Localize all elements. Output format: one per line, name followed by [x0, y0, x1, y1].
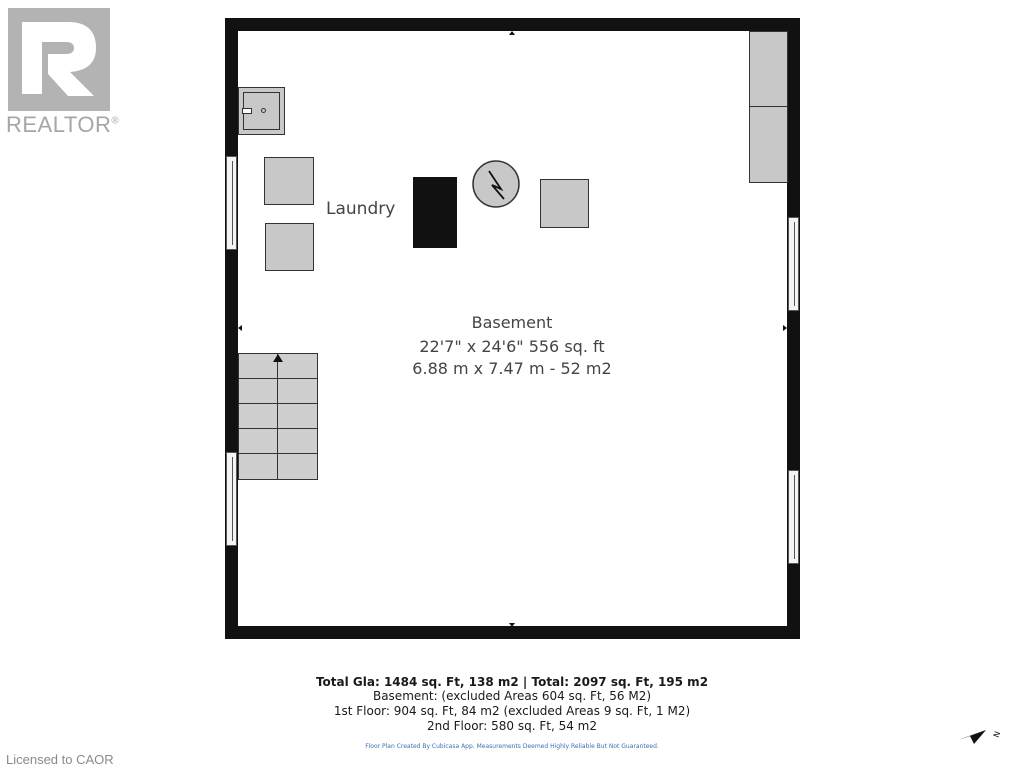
realtor-logo	[8, 8, 110, 111]
stair-step	[238, 378, 278, 404]
stair-step	[238, 428, 278, 454]
window-right-upper	[788, 217, 799, 311]
marker-top	[509, 31, 515, 35]
staircase	[238, 353, 318, 480]
marker-bottom	[509, 623, 515, 627]
stair-step	[277, 453, 318, 480]
stair-step	[277, 403, 318, 429]
furnace	[413, 177, 457, 248]
stair-step	[277, 428, 318, 454]
water-heater-icon	[471, 159, 521, 209]
first-floor-area: 1st Floor: 904 sq. Ft, 84 m2 (excluded Areas 9 sq. Ft, 1 M2)	[333, 704, 691, 718]
washer	[264, 157, 314, 205]
room-dimensions-ft: 22'7" x 24'6" 556 sq. ft	[419, 337, 605, 356]
marker-right	[783, 325, 787, 331]
stair-step	[238, 403, 278, 429]
stair-direction-arrow	[273, 354, 283, 362]
registered-mark: ®	[111, 115, 120, 127]
realtor-r-icon	[8, 8, 110, 111]
dryer	[265, 223, 314, 271]
realtor-text: REALTOR	[6, 112, 112, 137]
compass-north-label: N	[991, 730, 1003, 739]
sink-faucet	[242, 108, 252, 114]
marker-left	[238, 325, 242, 331]
realtor-wordmark	[6, 112, 119, 138]
sink-drain	[261, 108, 266, 113]
license-text: Licensed to CAOR	[6, 752, 114, 767]
basement-area: Basement: (excluded Areas 604 sq. Ft, 56 M2)	[372, 689, 652, 703]
cabinet-lower	[749, 106, 788, 183]
second-floor-area: 2nd Floor: 580 sq. Ft, 54 m2	[426, 719, 598, 733]
north-compass	[956, 714, 1006, 748]
water-heater	[471, 159, 521, 209]
stair-step	[238, 453, 278, 480]
total-area: Total Gla: 1484 sq. Ft, 138 m2 | Total: 2097 sq. Ft, 195 m2	[315, 675, 709, 689]
stair-step	[277, 378, 318, 404]
window-left-lower	[226, 452, 237, 546]
stair-step	[277, 353, 318, 379]
laundry-sink	[238, 87, 285, 135]
room-name: Basement	[471, 313, 553, 332]
room-dimensions-m: 6.88 m x 7.47 m - 52 m2	[412, 359, 612, 378]
laundry-label: Laundry	[326, 199, 396, 219]
stair-step	[238, 353, 278, 379]
window-right-lower	[788, 470, 799, 564]
cabinet-upper	[749, 31, 788, 107]
window-left-upper	[226, 156, 237, 250]
floorplan-credit: Floor Plan Created By Cubicasa App. Measurements Deemed Highly Reliable But Not Guaranteed.	[365, 743, 659, 750]
utility-appliance	[540, 179, 589, 228]
